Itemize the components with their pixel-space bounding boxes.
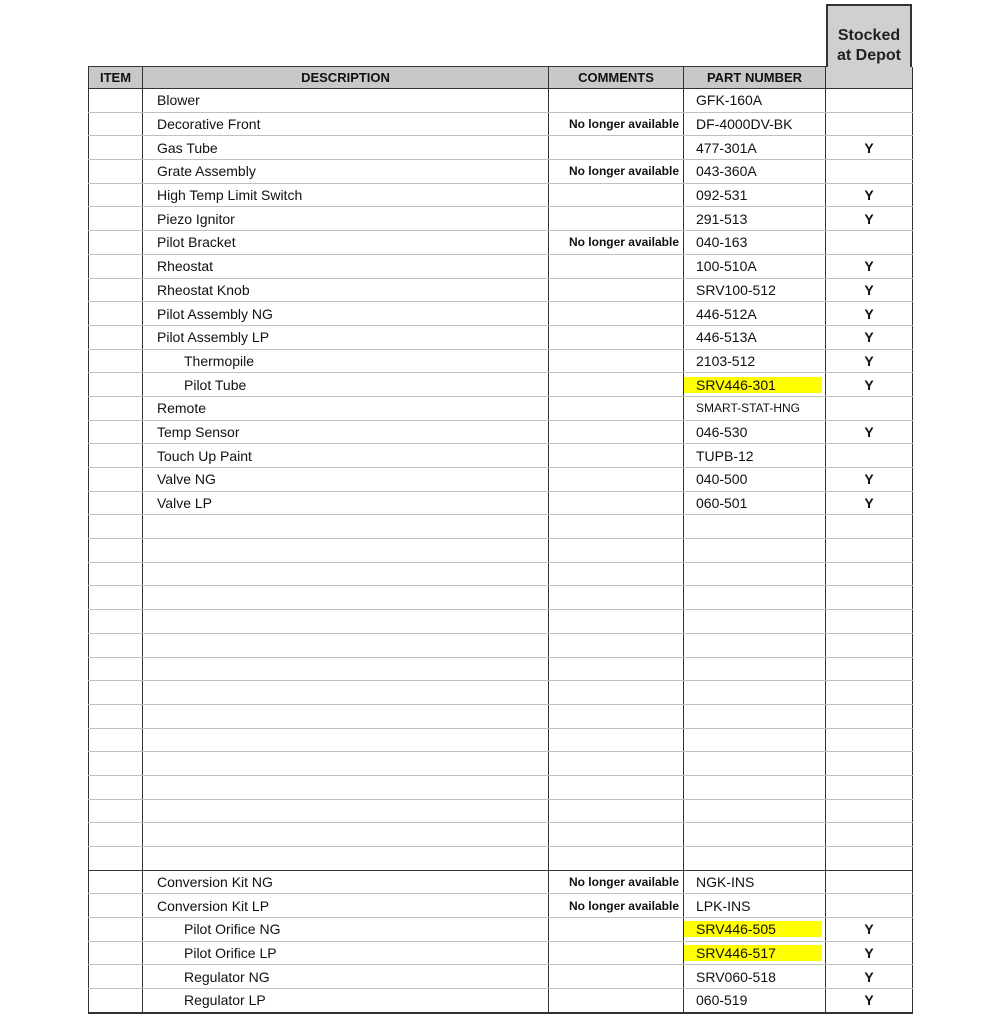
stocked-cell <box>826 704 913 728</box>
comment-cell <box>549 823 684 847</box>
table-row <box>89 160 913 184</box>
comment-cell: No longer available <box>549 870 684 894</box>
highlighted-part-number: SRV446-505 <box>684 921 822 937</box>
item-cell <box>89 468 143 492</box>
description-cell <box>143 752 549 776</box>
table-header-row <box>89 67 913 89</box>
part-number-cell <box>684 704 826 728</box>
item-cell <box>89 231 143 255</box>
item-cell <box>89 799 143 823</box>
description-cell: Pilot Bracket <box>143 231 549 255</box>
part-number-cell <box>684 681 826 705</box>
table-row <box>89 515 913 539</box>
description-cell <box>143 775 549 799</box>
part-number-cell <box>684 539 826 563</box>
comment-cell <box>549 633 684 657</box>
description-cell <box>143 681 549 705</box>
header-part-number: PART NUMBER <box>684 67 826 89</box>
table-row <box>89 586 913 610</box>
item-cell <box>89 823 143 847</box>
item-cell <box>89 420 143 444</box>
stocked-cell <box>826 112 913 136</box>
part-number-cell: 060-519 <box>684 989 826 1013</box>
part-number-cell <box>684 657 826 681</box>
header-stocked <box>826 67 913 89</box>
description-cell: Thermopile <box>143 349 549 373</box>
table-row <box>89 136 913 160</box>
item-cell <box>89 941 143 965</box>
item-cell <box>89 681 143 705</box>
item-cell <box>89 89 143 113</box>
part-number-cell: GFK-160A <box>684 89 826 113</box>
item-cell <box>89 539 143 563</box>
part-number-cell: SRV060-518 <box>684 965 826 989</box>
comment-cell <box>549 89 684 113</box>
table-row <box>89 989 913 1013</box>
table-row <box>89 420 913 444</box>
part-number-cell: SRV100-512 <box>684 278 826 302</box>
description-cell: Pilot Assembly LP <box>143 325 549 349</box>
part-number-cell: 060-501 <box>684 491 826 515</box>
part-number-cell: 040-163 <box>684 231 826 255</box>
comment-cell <box>549 254 684 278</box>
table-row <box>89 610 913 634</box>
item-cell <box>89 325 143 349</box>
stocked-cell <box>826 799 913 823</box>
description-cell: Gas Tube <box>143 136 549 160</box>
part-number-cell <box>684 610 826 634</box>
comment-cell <box>549 775 684 799</box>
item-cell <box>89 657 143 681</box>
part-number-cell <box>684 586 826 610</box>
part-number-cell <box>684 799 826 823</box>
table-row <box>89 941 913 965</box>
part-number-cell <box>684 728 826 752</box>
table-row <box>89 539 913 563</box>
stocked-cell <box>826 231 913 255</box>
comment-cell <box>549 941 684 965</box>
table-row <box>89 231 913 255</box>
item-cell <box>89 586 143 610</box>
item-cell <box>89 278 143 302</box>
description-cell <box>143 657 549 681</box>
part-number-cell: 446-512A <box>684 302 826 326</box>
table-row <box>89 681 913 705</box>
comment-cell <box>549 515 684 539</box>
part-number-cell <box>684 515 826 539</box>
table-row <box>89 373 913 397</box>
description-cell <box>143 586 549 610</box>
item-cell <box>89 610 143 634</box>
item-cell <box>89 728 143 752</box>
description-cell <box>143 562 549 586</box>
comment-cell <box>549 610 684 634</box>
part-number-cell: LPK-INS <box>684 894 826 918</box>
comment-cell <box>549 918 684 942</box>
item-cell <box>89 112 143 136</box>
item-cell <box>89 894 143 918</box>
table-row <box>89 491 913 515</box>
stocked-cell <box>826 752 913 776</box>
table-row <box>89 396 913 420</box>
table-row <box>89 89 913 113</box>
item-cell <box>89 160 143 184</box>
description-cell: Pilot Orifice LP <box>143 941 549 965</box>
description-cell: Touch Up Paint <box>143 444 549 468</box>
comment-cell <box>549 752 684 776</box>
stocked-cell: Y <box>826 302 913 326</box>
stocked-cell: Y <box>826 183 913 207</box>
stocked-cell <box>826 610 913 634</box>
stocked-cell: Y <box>826 278 913 302</box>
table-row <box>89 633 913 657</box>
table-row <box>89 562 913 586</box>
part-number-cell: SMART-STAT-HNG <box>684 396 826 420</box>
table-row <box>89 468 913 492</box>
table-row <box>89 207 913 231</box>
part-number-cell: 477-301A <box>684 136 826 160</box>
header-comments: COMMENTS <box>549 67 684 89</box>
stocked-cell <box>826 681 913 705</box>
table-row <box>89 278 913 302</box>
comment-cell <box>549 136 684 160</box>
table-row <box>89 752 913 776</box>
table-row <box>89 870 913 894</box>
stocked-cell: Y <box>826 965 913 989</box>
description-cell: Grate Assembly <box>143 160 549 184</box>
part-number-cell <box>684 941 826 965</box>
description-cell: Conversion Kit LP <box>143 894 549 918</box>
header-item: ITEM <box>89 67 143 89</box>
comment-cell <box>549 207 684 231</box>
table-row <box>89 799 913 823</box>
comment-cell <box>549 302 684 326</box>
description-cell: Regulator NG <box>143 965 549 989</box>
stocked-cell <box>826 633 913 657</box>
part-number-cell <box>684 562 826 586</box>
comment-cell <box>549 539 684 563</box>
comment-cell <box>549 444 684 468</box>
parts-table-body <box>89 89 913 1013</box>
stocked-cell: Y <box>826 941 913 965</box>
stocked-cell <box>826 657 913 681</box>
description-cell <box>143 515 549 539</box>
table-row <box>89 444 913 468</box>
part-number-cell <box>684 918 826 942</box>
description-cell: Valve LP <box>143 491 549 515</box>
stocked-cell: Y <box>826 918 913 942</box>
stocked-cell <box>826 515 913 539</box>
table-row <box>89 728 913 752</box>
comment-cell <box>549 349 684 373</box>
table-row <box>89 657 913 681</box>
comment-cell <box>549 562 684 586</box>
highlighted-part-number: SRV446-517 <box>684 945 822 961</box>
description-cell: Rheostat <box>143 254 549 278</box>
comment-cell: No longer available <box>549 894 684 918</box>
item-cell <box>89 136 143 160</box>
item-cell <box>89 396 143 420</box>
table-row <box>89 965 913 989</box>
stocked-cell <box>826 562 913 586</box>
part-number-cell: DF-4000DV-BK <box>684 112 826 136</box>
description-cell <box>143 847 549 871</box>
comment-cell <box>549 183 684 207</box>
item-cell <box>89 870 143 894</box>
stocked-label-line2: at Depot <box>837 47 901 64</box>
table-row <box>89 894 913 918</box>
item-cell <box>89 302 143 326</box>
part-number-cell <box>684 633 826 657</box>
comment-cell: No longer available <box>549 231 684 255</box>
comment-cell <box>549 420 684 444</box>
stocked-cell <box>826 823 913 847</box>
comment-cell: No longer available <box>549 160 684 184</box>
stocked-cell <box>826 89 913 113</box>
table-row <box>89 775 913 799</box>
stocked-cell <box>826 870 913 894</box>
table-row <box>89 349 913 373</box>
item-cell <box>89 965 143 989</box>
item-cell <box>89 207 143 231</box>
part-number-cell <box>684 752 826 776</box>
item-cell <box>89 515 143 539</box>
part-number-cell: NGK-INS <box>684 870 826 894</box>
item-cell <box>89 491 143 515</box>
item-cell <box>89 918 143 942</box>
description-cell: Pilot Orifice NG <box>143 918 549 942</box>
item-cell <box>89 989 143 1013</box>
stocked-cell: Y <box>826 349 913 373</box>
description-cell: Decorative Front <box>143 112 549 136</box>
part-number-cell: TUPB-12 <box>684 444 826 468</box>
description-cell <box>143 823 549 847</box>
stocked-cell: Y <box>826 254 913 278</box>
stocked-cell: Y <box>826 989 913 1013</box>
part-number-cell: 446-513A <box>684 325 826 349</box>
comment-cell <box>549 491 684 515</box>
item-cell <box>89 373 143 397</box>
description-cell: Pilot Assembly NG <box>143 302 549 326</box>
item-cell <box>89 775 143 799</box>
stocked-cell: Y <box>826 491 913 515</box>
comment-cell <box>549 657 684 681</box>
description-cell: Remote <box>143 396 549 420</box>
table-row <box>89 325 913 349</box>
comment-cell <box>549 586 684 610</box>
highlighted-part-number: SRV446-301 <box>684 377 822 393</box>
description-cell: Conversion Kit NG <box>143 870 549 894</box>
part-number-cell: 100-510A <box>684 254 826 278</box>
comment-cell <box>549 681 684 705</box>
header-description: DESCRIPTION <box>143 67 549 89</box>
part-number-cell: 291-513 <box>684 207 826 231</box>
table-row <box>89 112 913 136</box>
part-number-cell <box>684 373 826 397</box>
description-cell <box>143 728 549 752</box>
part-number-cell: 043-360A <box>684 160 826 184</box>
description-cell <box>143 539 549 563</box>
comment-cell <box>549 278 684 302</box>
item-cell <box>89 704 143 728</box>
item-cell <box>89 183 143 207</box>
part-number-cell <box>684 823 826 847</box>
table-row <box>89 254 913 278</box>
stocked-cell: Y <box>826 207 913 231</box>
part-number-cell <box>684 775 826 799</box>
stocked-cell <box>826 775 913 799</box>
stocked-cell: Y <box>826 420 913 444</box>
item-cell <box>89 444 143 468</box>
description-cell: High Temp Limit Switch <box>143 183 549 207</box>
part-number-cell: 2103-512 <box>684 349 826 373</box>
part-number-cell: 092-531 <box>684 183 826 207</box>
description-cell: Regulator LP <box>143 989 549 1013</box>
description-cell: Pilot Tube <box>143 373 549 397</box>
stocked-cell <box>826 444 913 468</box>
stocked-at-depot-header <box>826 26 912 66</box>
description-cell <box>143 799 549 823</box>
description-cell: Valve NG <box>143 468 549 492</box>
item-cell <box>89 562 143 586</box>
description-cell: Temp Sensor <box>143 420 549 444</box>
stocked-cell <box>826 160 913 184</box>
comment-cell <box>549 468 684 492</box>
table-row <box>89 823 913 847</box>
description-cell <box>143 633 549 657</box>
table-row <box>89 183 913 207</box>
stocked-cell <box>826 894 913 918</box>
comment-cell <box>549 799 684 823</box>
description-cell: Piezo Ignitor <box>143 207 549 231</box>
stocked-cell <box>826 847 913 871</box>
item-cell <box>89 752 143 776</box>
part-number-cell <box>684 847 826 871</box>
description-cell: Blower <box>143 89 549 113</box>
item-cell <box>89 633 143 657</box>
stocked-cell: Y <box>826 136 913 160</box>
stocked-cell: Y <box>826 325 913 349</box>
stocked-cell <box>826 728 913 752</box>
part-number-cell: 046-530 <box>684 420 826 444</box>
part-number-cell: 040-500 <box>684 468 826 492</box>
parts-table <box>88 66 913 1014</box>
table-row <box>89 704 913 728</box>
comment-cell <box>549 965 684 989</box>
description-cell <box>143 704 549 728</box>
comment-cell <box>549 728 684 752</box>
stocked-cell: Y <box>826 373 913 397</box>
item-cell <box>89 847 143 871</box>
comment-cell <box>549 847 684 871</box>
table-row <box>89 847 913 871</box>
stocked-cell: Y <box>826 468 913 492</box>
comment-cell <box>549 373 684 397</box>
table-row <box>89 302 913 326</box>
comment-cell: No longer available <box>549 112 684 136</box>
description-cell: Rheostat Knob <box>143 278 549 302</box>
comment-cell <box>549 396 684 420</box>
stocked-label-line1: Stocked <box>837 27 901 44</box>
comment-cell <box>549 704 684 728</box>
stocked-cell <box>826 539 913 563</box>
comment-cell <box>549 325 684 349</box>
table-row <box>89 918 913 942</box>
comment-cell <box>549 989 684 1013</box>
item-cell <box>89 349 143 373</box>
stocked-cell <box>826 396 913 420</box>
stocked-cell <box>826 586 913 610</box>
description-cell <box>143 610 549 634</box>
item-cell <box>89 254 143 278</box>
